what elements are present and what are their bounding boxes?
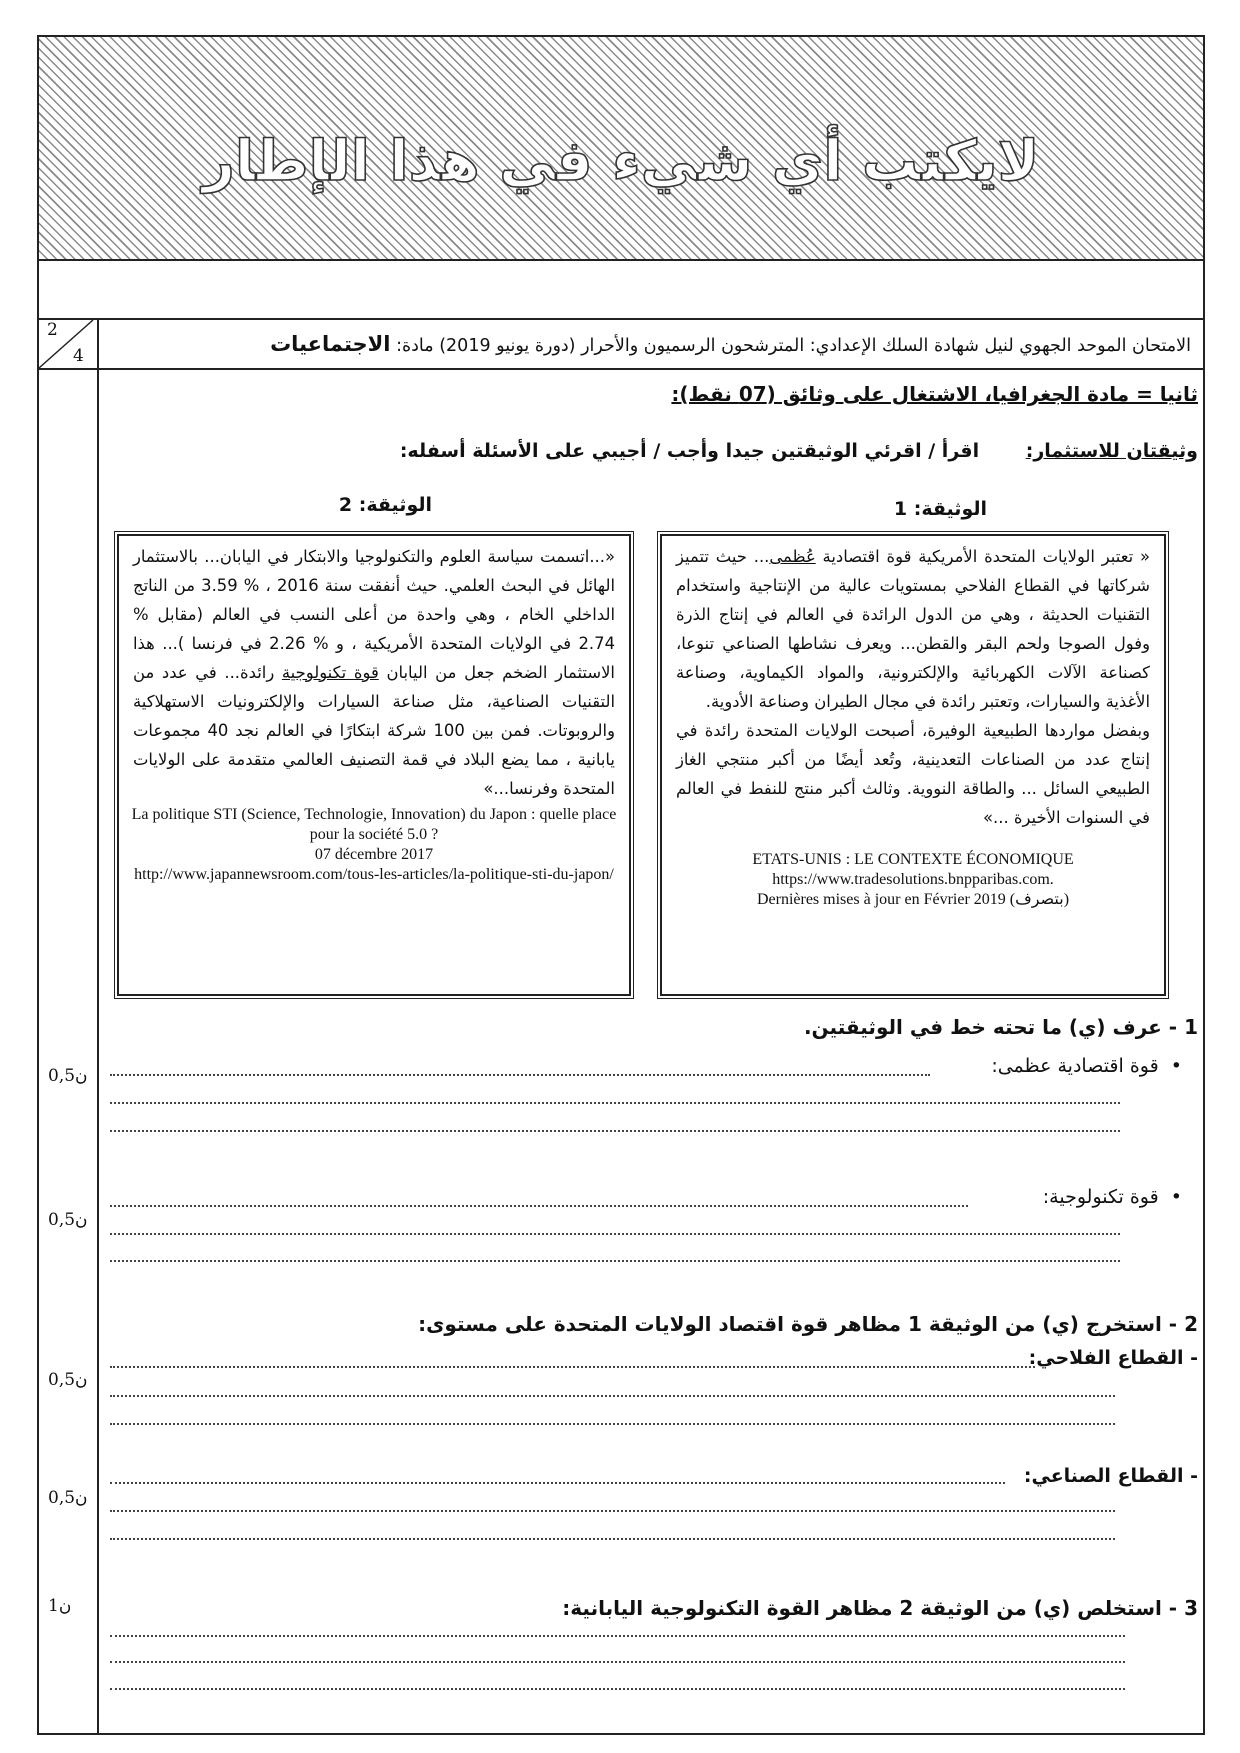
mark-q1a: 0,5ن	[48, 1066, 88, 1086]
doc1-text-a: « تعتبر الولايات المتحدة الأمريكية قوة اقتصادية	[815, 547, 1150, 566]
q1-item-2-label: قوة تكنولوجية:	[1042, 1186, 1159, 1208]
answer-line[interactable]	[110, 1260, 1120, 1262]
doc2-source	[119, 805, 629, 885]
doc2-body	[119, 536, 629, 803]
question-3: 3 - استخلص (ي) من الوثيقة 2 مظاهر القوة التكنولوجية اليابانية:	[562, 1596, 1198, 1620]
answer-line[interactable]	[110, 1661, 1125, 1663]
doc1-text-b: ... حيث تتميز شركاتها في القطاع الفلاحي بمستويات عالية من الإنتاجية واستخدام التقنيات الحديثة ، وهي من الدول الرائدة في العالم في إنتاج الذرة وفول الصوجا ولحم البقر والقطن... ويعرف نشاطها الصناعي تنوعا، كصناعة الآلات الكهربائية والإلكترونية، والمواد الكيماوية، وصناعة الأغذية والسيارات، وتعتبر رائدة في مجال الطيران وصناعة الأدوية.	[676, 547, 1150, 711]
mark-q2a: 0,5ن	[48, 1370, 88, 1390]
answer-line[interactable]	[110, 1366, 1035, 1368]
doc2-source-3: http://www.japannewsroom.com/tous-les-articles/la-politique-sti-du-japon/	[134, 866, 614, 883]
mark-q1b: 0,5ن	[48, 1210, 88, 1230]
doc1-title: الوثيقة: 1	[893, 498, 987, 520]
docs-label: وثيقتان للاستثمار:	[1025, 440, 1198, 462]
no-write-text: لايكتب أي شيء في هذا الإطار	[202, 129, 1040, 194]
answer-line[interactable]	[110, 1233, 1120, 1235]
page-total: 4	[73, 346, 84, 366]
doc1-source	[662, 850, 1164, 910]
bullet-icon: •	[1170, 1186, 1182, 1208]
answer-line[interactable]	[110, 1102, 1120, 1104]
doc2-title: الوثيقة: 2	[338, 494, 432, 516]
q2-item-1: - القطاع الفلاحي:	[1028, 1347, 1198, 1369]
answer-line[interactable]	[110, 1482, 1005, 1484]
doc1-source-2: https://www.tradesolutions.bnpparibas.com.	[772, 871, 1054, 888]
doc1-box	[660, 534, 1166, 996]
no-write-banner	[37, 35, 1205, 261]
doc1-underlined: عُظمى	[769, 547, 816, 566]
exam-header	[37, 318, 1205, 370]
mark-q2b: 0,5ن	[48, 1488, 88, 1508]
doc1-text-c: وبفضل مواردها الطبيعية الوفيرة، أصبحت الولايات المتحدة رائدة في إنتاج عدد من الصناعات التعدينية، وتُعد أيضًا من أكبر منتجي الغاز الطبيعي السائل ... والطاقة النووية. وثالث أكبر منتج للنفط في العالم في السنوات الأخيرة ...»	[676, 721, 1150, 827]
answer-line[interactable]	[110, 1395, 1115, 1397]
blank-strip	[37, 259, 1205, 320]
doc2-source-2: 07 décembre 2017	[314, 846, 434, 863]
docs-instruction-row	[400, 440, 1198, 462]
page-number-box	[37, 318, 99, 370]
doc2-text-a: «...اتسمت سياسة العلوم والتكنولوجيا والابتكار في اليابان... بالاستثمار الهائل في البحث العلمي. حيث أنفقت سنة 2016 ، % 3.59 من الناتج الداخلي الخام ، وهي واحدة من أعلى النسب في العالم (مقابل % 2.74 في الولايات المتحدة الأمريكية ، و % 2.26 في فرنسا )... هذا الاستثمار الضخم جعل من اليابان	[133, 547, 615, 682]
q1-item-2	[1043, 1186, 1182, 1208]
mark-q3: 1ن	[48, 1596, 72, 1616]
answer-line[interactable]	[110, 1510, 1115, 1512]
answer-line[interactable]	[110, 1205, 968, 1207]
question-1: 1 - عرف (ي) ما تحته خط في الوثيقتين.	[803, 1015, 1198, 1039]
q1-item-1	[991, 1055, 1182, 1077]
doc2-source-1: La politique STI (Science, Technologie, Innovation) du Japon : quelle place pour la société 5.0 ?	[131, 806, 617, 843]
answer-line[interactable]	[110, 1635, 1125, 1637]
answer-line[interactable]	[110, 1074, 930, 1076]
doc1-source-3: Dernières mises à jour en Février 2019 (بتصرف)	[756, 891, 1070, 908]
answer-line[interactable]	[110, 1423, 1115, 1425]
question-2: 2 - استخرج (ي) من الوثيقة 1 مظاهر قوة اقتصاد الولايات المتحدة على مستوى:	[418, 1312, 1198, 1336]
answer-line[interactable]	[110, 1538, 1115, 1540]
q2-item-2: - القطاع الصناعي:	[1023, 1465, 1198, 1487]
doc1-body	[662, 536, 1164, 832]
q1-item-1-label: قوة اقتصادية عظمى:	[991, 1055, 1159, 1077]
bullet-icon: •	[1170, 1055, 1182, 1077]
doc2-underlined: قوة تكنولوجية	[281, 663, 379, 682]
subject-name: الاجتماعيات	[270, 332, 391, 356]
section-title: ثانيا = مادة الجغرافيا، الاشتغال على وثائق (07 نقط):	[671, 382, 1198, 406]
margin-line	[97, 370, 99, 1735]
answer-line[interactable]	[110, 1130, 1120, 1132]
doc2-box	[117, 534, 631, 996]
page-current: 2	[47, 320, 58, 340]
answer-line[interactable]	[110, 1688, 1125, 1690]
docs-instruction: اقرأ / اقرئي الوثيقتين جيدا وأجب / أجيبي على الأسئلة أسفله:	[399, 440, 980, 462]
exam-header-text	[270, 332, 1191, 356]
doc2-text-b: رائدة... في عدد من التقنيات الصناعية، مثل صناعة السيارات والإلكترونيات الاستهلاكية والروبوتات. فمن بين 100 شركة ابتكارًا في العالم نجد 40 مجموعات يابانية ، مما يضع البلاد في قمة التصنيف العالمي متقدمة على الولايات المتحدة وفرنسا...»	[133, 663, 615, 798]
exam-info: الامتحان الموحد الجهوي لنيل شهادة السلك الإعدادي: المترشحون الرسميون والأحرار (دورة يونيو 2019) مادة:	[396, 336, 1191, 356]
doc1-source-1: ETATS-UNIS : LE CONTEXTE ÉCONOMIQUE	[752, 851, 1074, 868]
